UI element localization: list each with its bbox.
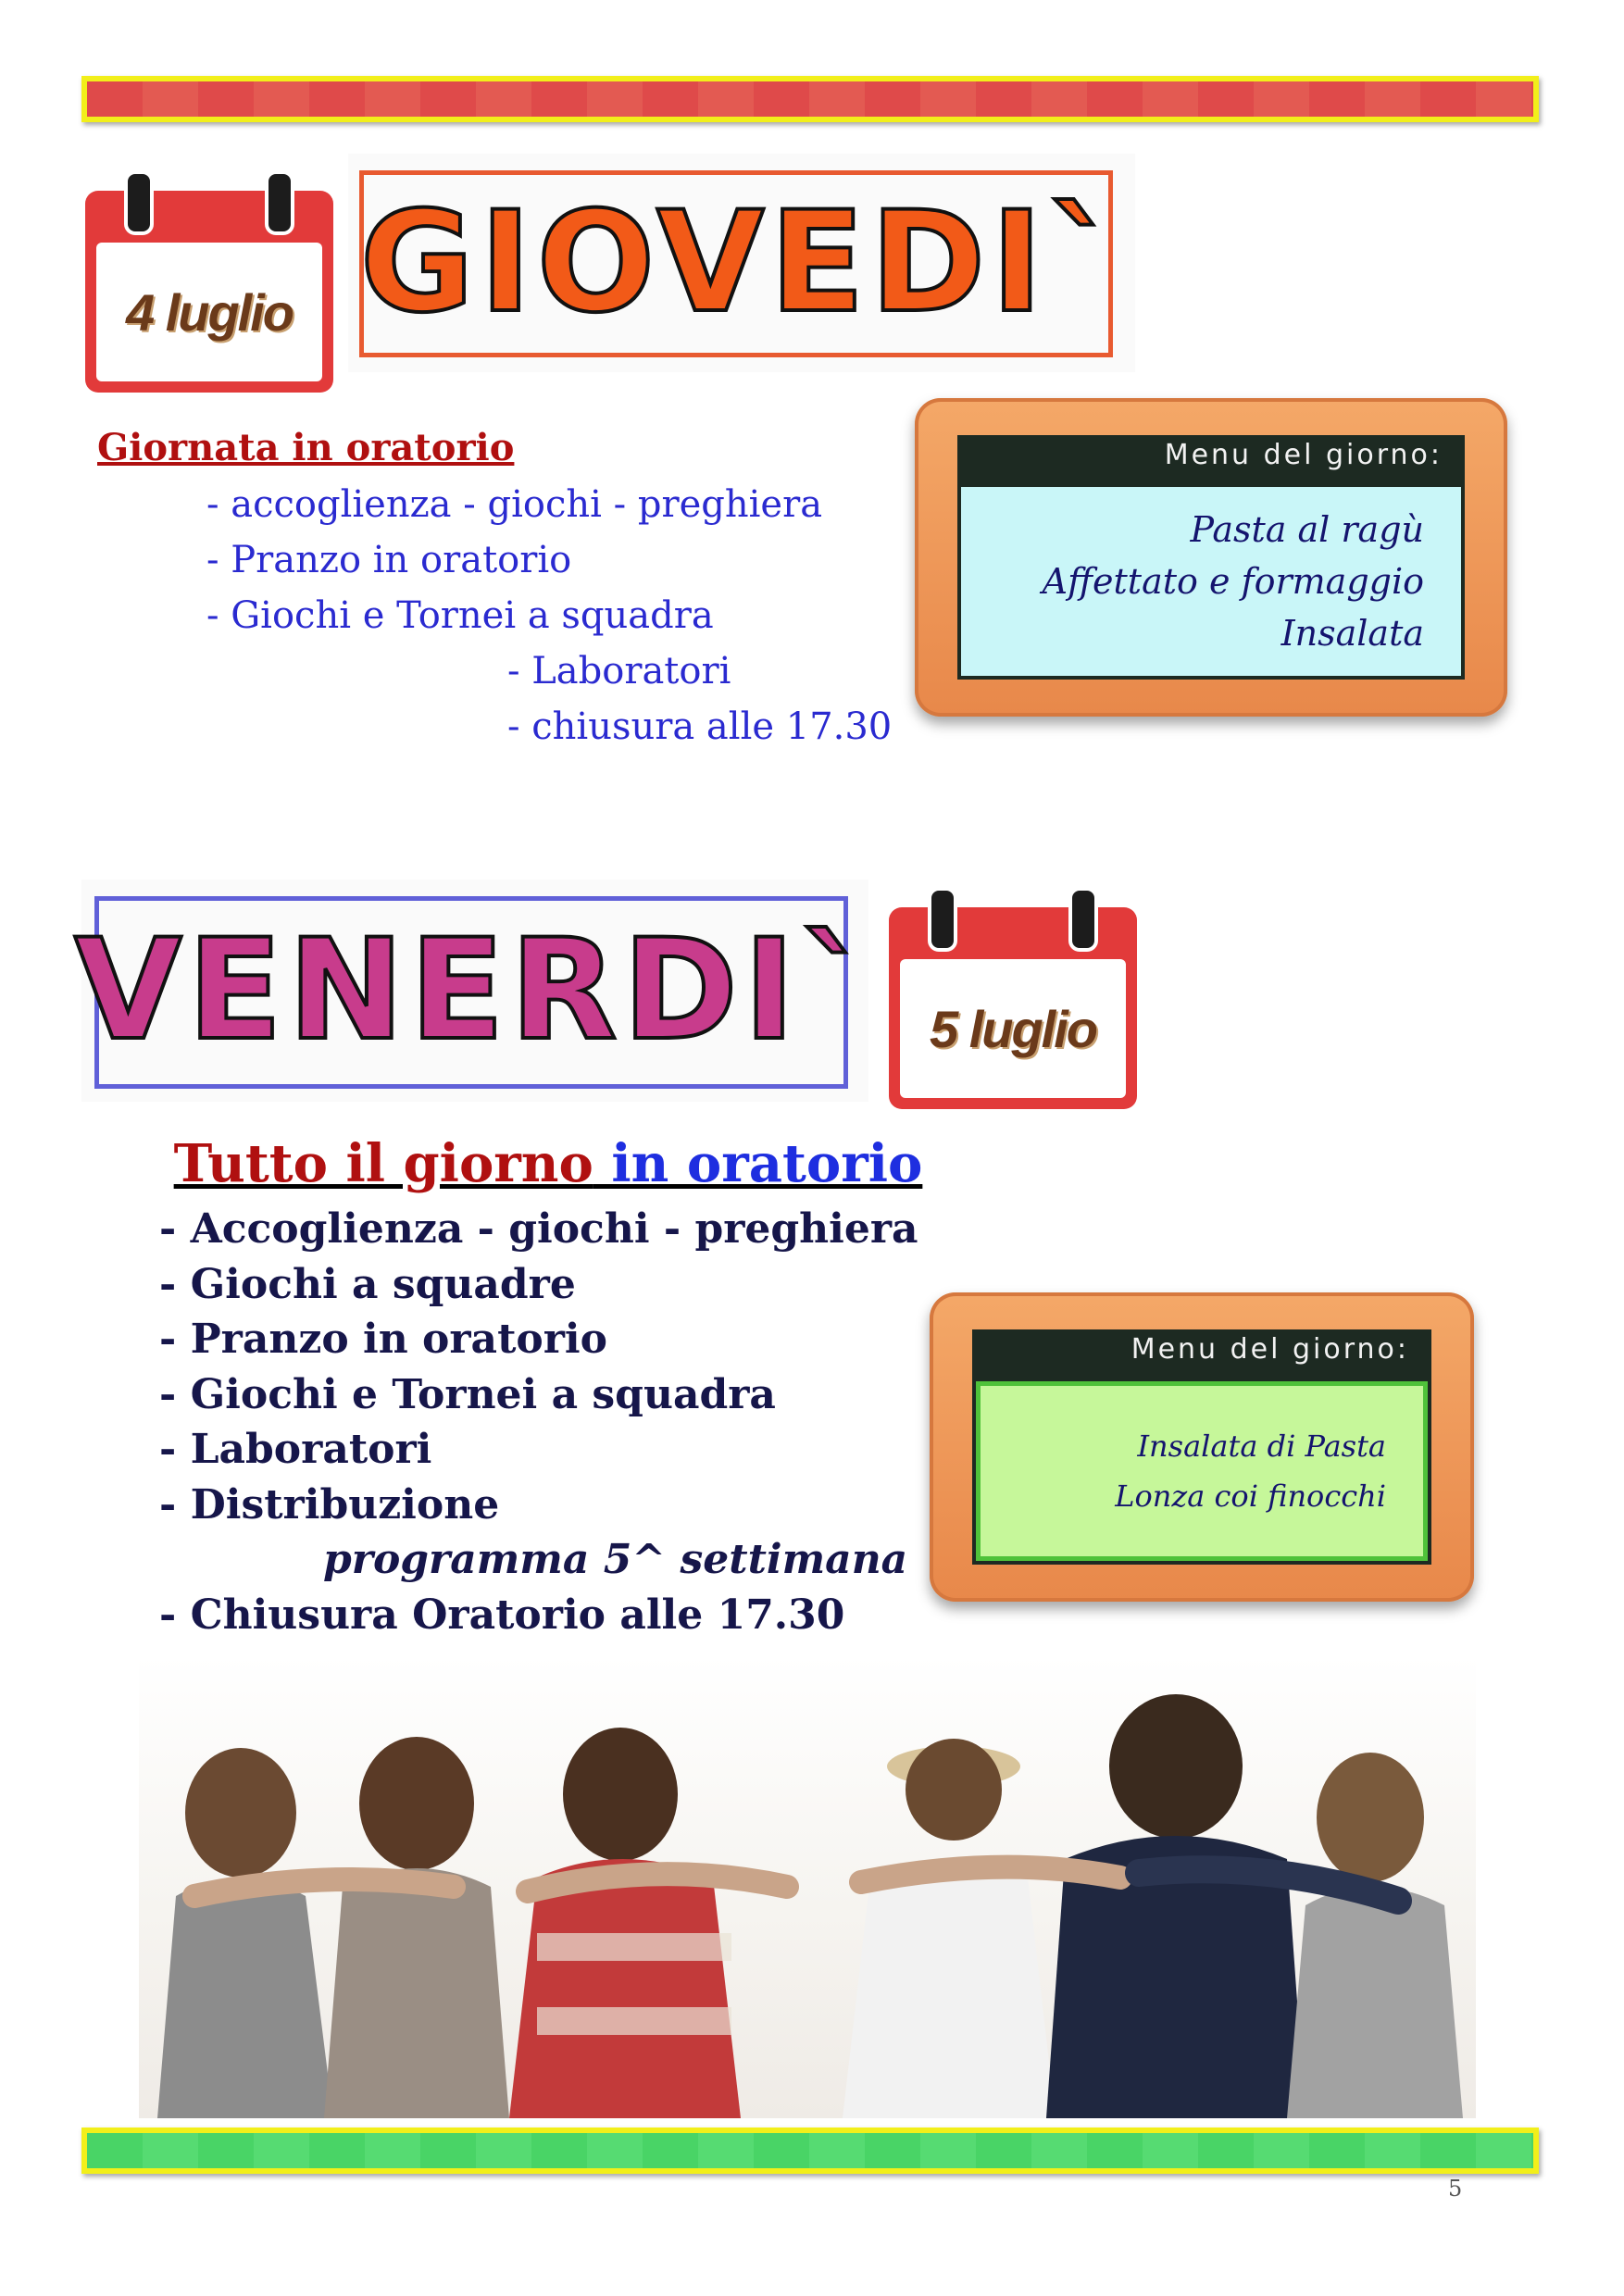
list-item: - chiusura alle 17.30 xyxy=(507,705,893,748)
menu-item: Insalata xyxy=(1280,613,1424,654)
day2-banner xyxy=(74,880,876,1102)
calendar-icon-day2 xyxy=(889,887,1137,1109)
list-item: - Distribuzione xyxy=(159,1480,500,1529)
list-item: - Pranzo in oratorio xyxy=(159,1316,607,1363)
list-item-subtitle: programma 5^ settimana xyxy=(323,1536,908,1583)
calendar-body xyxy=(889,907,1137,1109)
calendar-body xyxy=(85,191,333,393)
calendar-ring-left xyxy=(928,887,957,952)
day2-menu-board xyxy=(930,1292,1474,1602)
calendar-page xyxy=(96,243,322,381)
day2-heading-part1: Tutto il giorno xyxy=(173,1133,593,1194)
day2-title: VENERDI` xyxy=(74,910,876,1071)
calendar-icon-day1 xyxy=(85,170,333,393)
group-photo-illustration xyxy=(139,1655,1476,2118)
calendar-ring-left xyxy=(124,170,154,235)
list-item: - Giochi e Tornei a squadra xyxy=(206,594,714,637)
list-item: - Laboratori xyxy=(159,1426,432,1473)
menu-panel xyxy=(961,487,1461,676)
group-photo xyxy=(139,1655,1476,2118)
bottom-decorative-band xyxy=(81,2128,1539,2174)
menu-panel xyxy=(976,1381,1428,1561)
menu-item: Pasta al ragù xyxy=(1190,509,1424,550)
list-item: - Giochi e Tornei a squadra xyxy=(159,1370,776,1418)
day1-date: 4 luglio xyxy=(126,282,293,342)
top-decorative-band xyxy=(81,76,1539,122)
calendar-ring-right xyxy=(1068,887,1098,952)
menu-item: Affettato e formaggio xyxy=(1042,561,1424,602)
day1-menu-board xyxy=(915,398,1507,717)
list-item: - Laboratori xyxy=(507,650,731,693)
list-item: - Giochi a squadre xyxy=(159,1260,576,1308)
day2-activity-list xyxy=(159,1202,918,1642)
menu-item: Lonza coi finocchi xyxy=(1115,1479,1386,1514)
menu-title: Menu del giorno: xyxy=(1131,1333,1409,1366)
day2-date: 5 luglio xyxy=(930,999,1096,1058)
list-item: - accoglienza - giochi - preghiera xyxy=(206,483,823,526)
page-number: 5 xyxy=(1448,2176,1463,2202)
calendar-ring-right xyxy=(265,170,294,235)
day1-heading: Giornata in oratorio xyxy=(97,426,515,469)
menu-item: Insalata di Pasta xyxy=(1137,1429,1386,1464)
day2-heading-part2: in oratorio xyxy=(593,1133,923,1194)
day1-title: GIOVEDI` xyxy=(359,182,1124,343)
list-item: - Accoglienza - giochi - preghiera xyxy=(159,1205,918,1253)
list-item: - Pranzo in oratorio xyxy=(206,539,572,581)
calendar-page xyxy=(900,959,1126,1098)
day1-banner xyxy=(348,154,1135,372)
menu-title: Menu del giorno: xyxy=(1164,439,1443,471)
day2-heading xyxy=(0,1133,1096,1194)
list-item: - Chiusura Oratorio alle 17.30 xyxy=(159,1591,845,1639)
